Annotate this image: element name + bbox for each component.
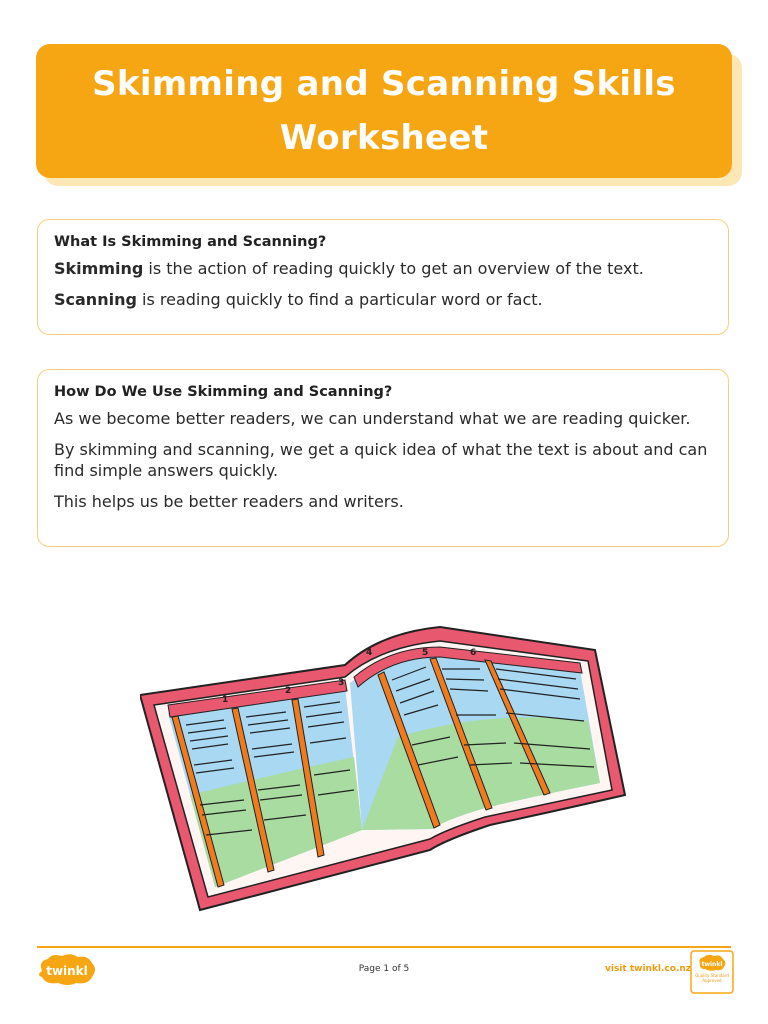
- column-number-5: 5: [422, 648, 429, 658]
- title-banner: [36, 44, 732, 178]
- usage-box: [37, 369, 729, 547]
- usage-paragraph-2: By skimming and scanning, we get a quick idea of what the text is about and can find simple answers quickly.: [54, 440, 708, 480]
- usage-heading: How Do We Use Skimming and Scanning?: [54, 384, 393, 400]
- page-title-line1: Skimming and Scanning Skills: [92, 64, 676, 104]
- page-number: Page 1 of 5: [358, 964, 410, 974]
- magazine-illustration: [140, 625, 630, 915]
- scanning-term: Scanning: [54, 290, 137, 309]
- column-number-6: 6: [470, 648, 477, 658]
- logo-text: twinkl: [46, 964, 88, 978]
- quality-badge-icon: [690, 950, 734, 994]
- usage-paragraph-3: This helps us be better readers and writers.: [54, 492, 404, 511]
- scanning-definition: [54, 289, 712, 310]
- column-number-1: 1: [222, 695, 229, 705]
- skimming-text: is the action of reading quickly to get an overview of the text.: [143, 259, 644, 278]
- skimming-definition: [54, 258, 712, 279]
- badge-text: twinkl: [701, 961, 723, 968]
- skimming-term: Skimming: [54, 259, 144, 278]
- column-number-3: 3: [338, 678, 345, 688]
- visit-link[interactable]: visit twinkl.co.nz: [605, 964, 692, 974]
- definition-box: [37, 219, 729, 335]
- column-number-4: 4: [366, 648, 373, 658]
- usage-paragraph-1: As we become better readers, we can understand what we are reading quicker.: [54, 409, 691, 428]
- badge-subtext: Quality Standard Approved: [695, 973, 729, 983]
- scanning-text: is reading quickly to find a particular word or fact.: [136, 290, 543, 309]
- page-title-line2: Worksheet: [279, 118, 489, 158]
- footer-divider: [37, 946, 731, 948]
- column-number-2: 2: [285, 686, 292, 696]
- definition-heading: What Is Skimming and Scanning?: [54, 234, 327, 250]
